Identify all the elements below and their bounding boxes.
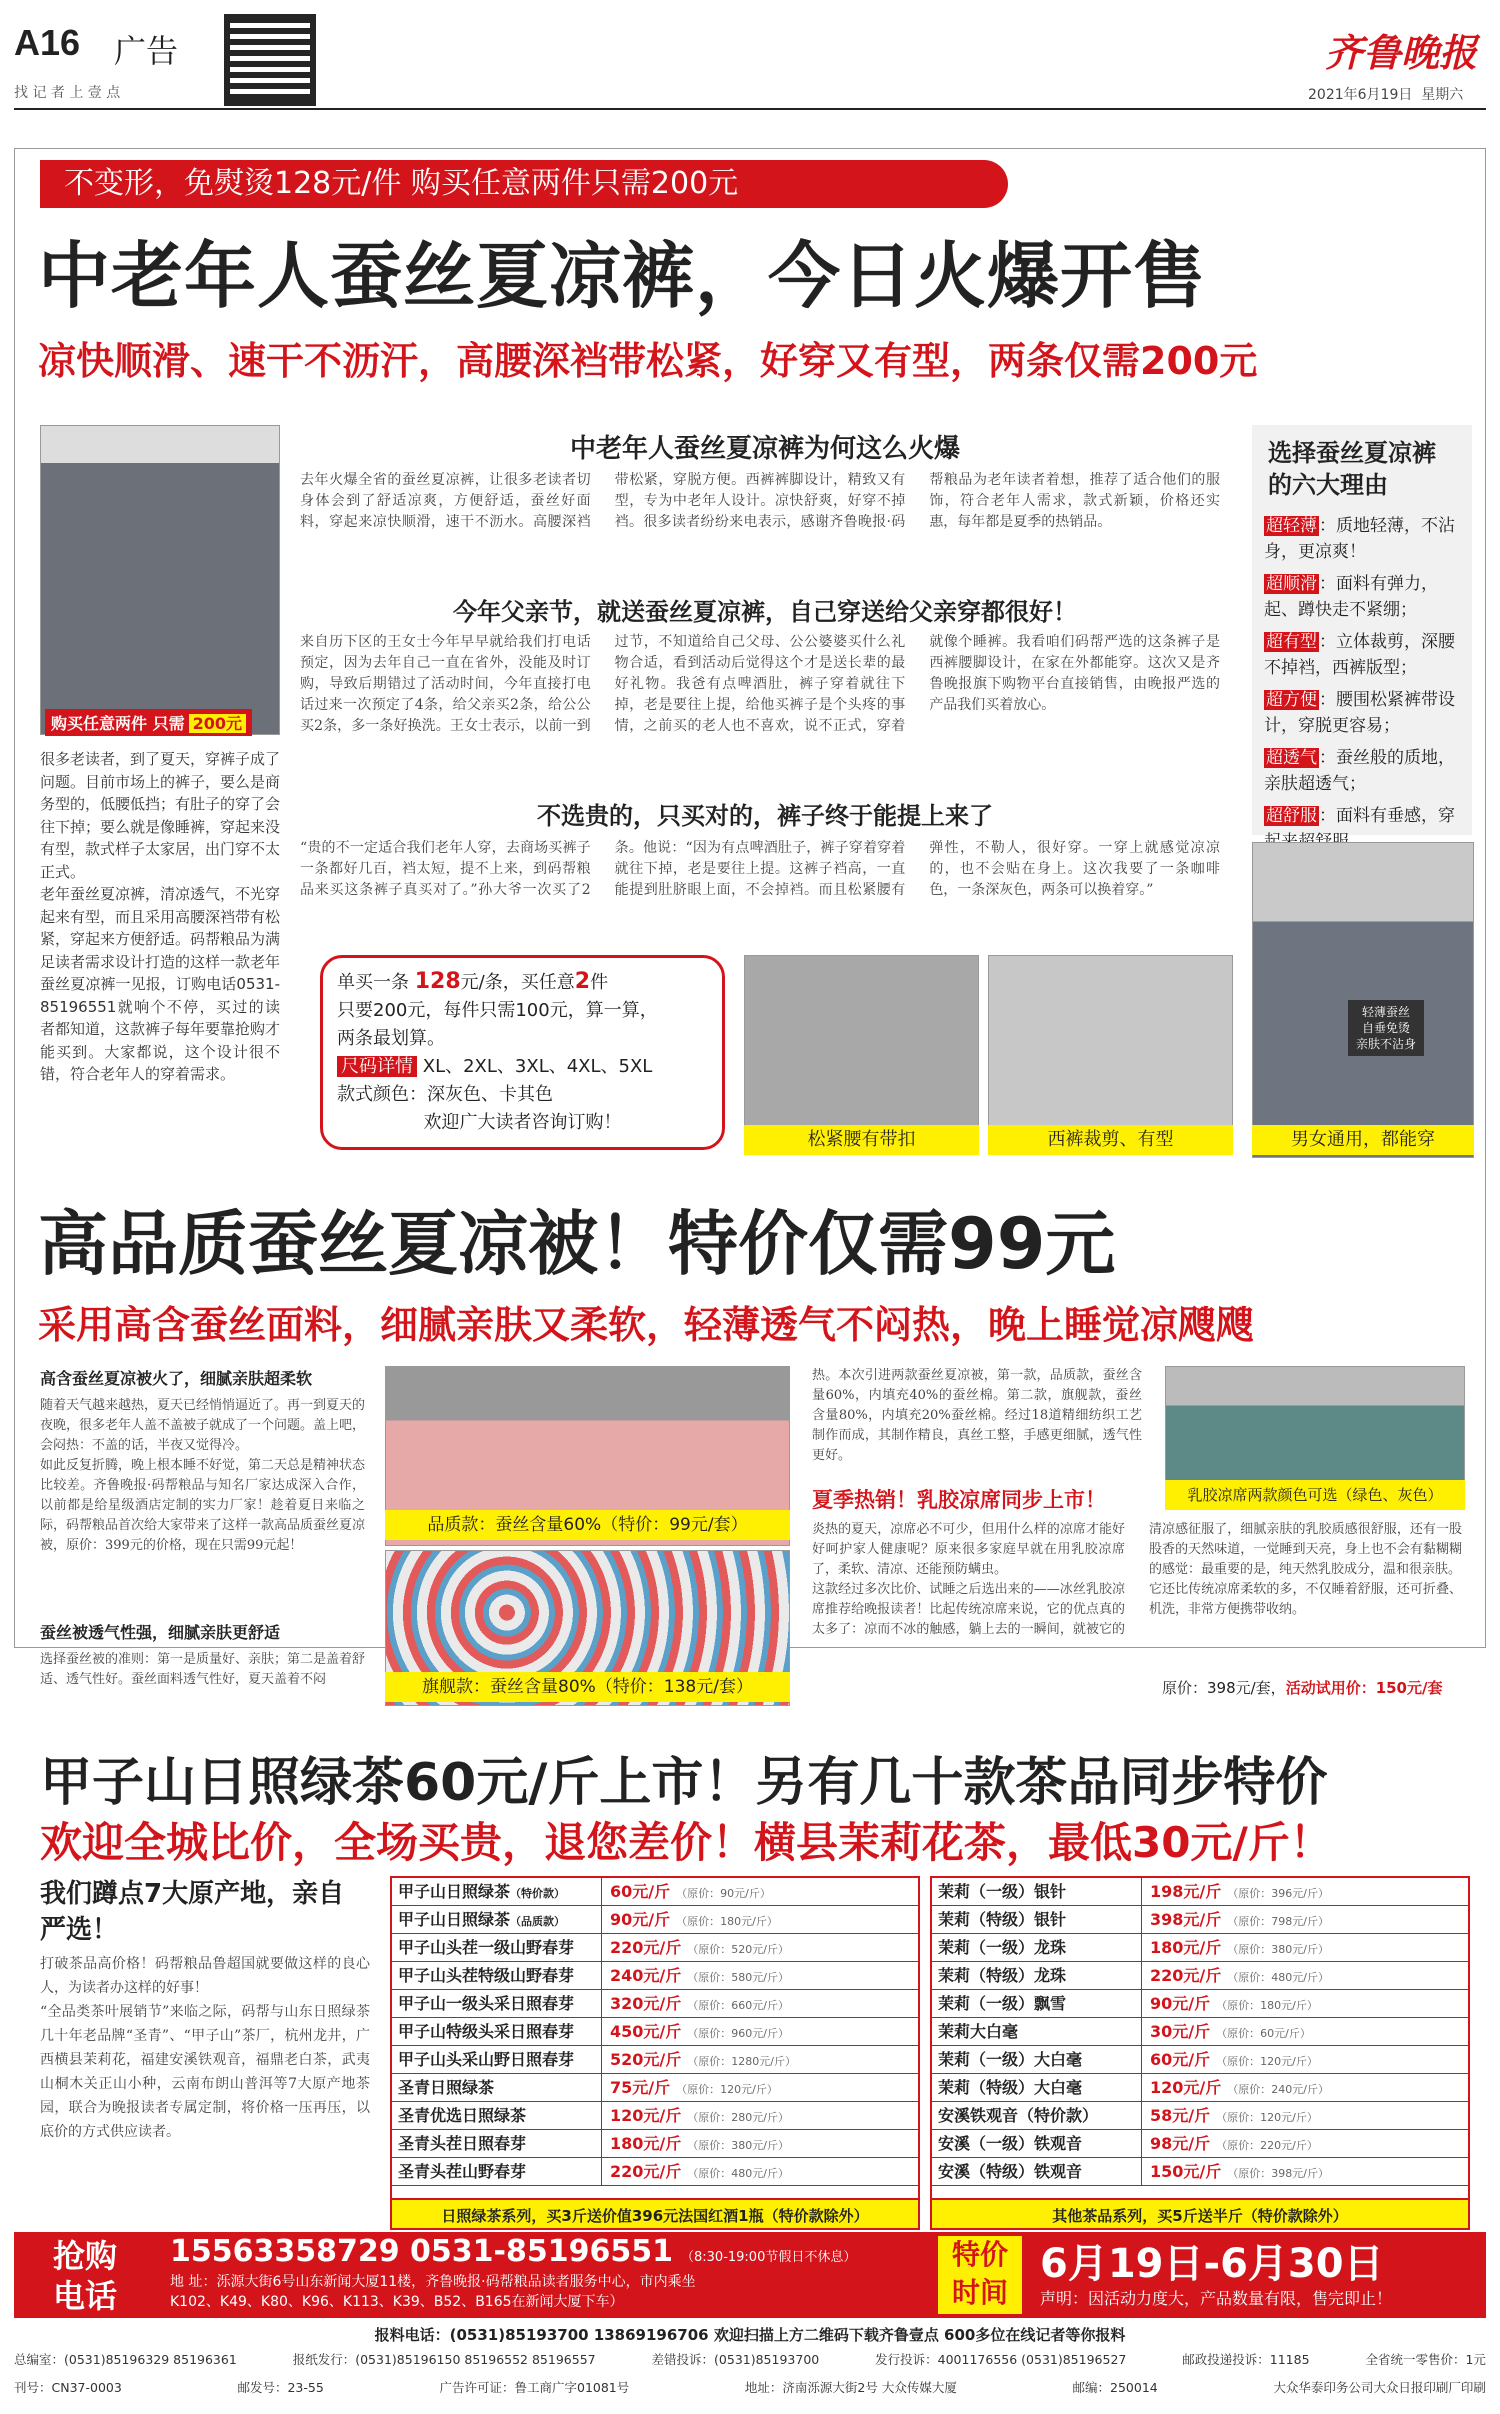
address: 地 址：泺源大街6号山东新闻大厦11楼，齐鲁晚报·码帮粮品读者服务中心，市内乘坐 K102、K49、K80、K96、K113、K39、B52、B165在新闻大厦下车）	[170, 2274, 696, 2310]
pants-subhead: 凉快顺滑、速干不沥汗，高腰深裆带松紧，好穿又有型，两条仅需200元	[38, 339, 1258, 383]
photo-overlay-text: 轻薄蚕丝 自垂免烫 亲肤不沾身	[1348, 1000, 1424, 1056]
sec3-text: “贵的不一定适合我们老年人穿，去商场买裤子一条都好几百，裆太短，提不上来，到码帮粮品来买这条裤子真买对了。”孙大爷一次买了2条。他说：“因为有点啤酒肚子，裤子穿着穿着就往下掉，老是要往上提。这裤子裆高，一直能提到肚脐眼上面，不会掉裆。而且松紧腰有弹性，不勒人，很好穿。一穿上就感觉凉凉的，也不会贴在身上。这次我要了一条咖啡色，一条深灰色，两条可以换着穿。”	[300, 840, 1220, 898]
size-line: 尺码详情 XL、2XL、3XL、4XL、5XL	[337, 1053, 708, 1081]
caption-cut: 西裤裁剪、有型	[988, 1125, 1233, 1155]
footer-line-3: 刊号：CN37-0003 邮发号：23-55 广告许可证：鲁工商广字01081号 地址：济南泺源大街2号 大众传媒大厦 邮编：250014 大众华泰印务公司大众日报印刷厂印刷	[14, 2380, 1486, 2395]
tea-row: 安溪（特级）铁观音 150元/斤 （原价：398元/斤）	[932, 2158, 1468, 2186]
sec2-title: 今年父亲节，就送蚕丝夏凉裤，自己穿送给父亲穿都很好！	[453, 598, 1077, 626]
quilt-label-1: 品质款：蚕丝含量60%（特价：99元/套）	[385, 1510, 790, 1540]
tea-row: 茉莉（一级）大白毫 60元/斤 （原价：120元/斤）	[932, 2046, 1468, 2074]
price-box	[320, 955, 725, 1150]
reasons-title: 选择蚕丝夏凉裤的六大理由	[1268, 439, 1436, 499]
sec2-text: 来自历下区的王女士今年早早就给我们打电话预定，因为去年自己一直在省外，没能及时订购，导致后期错过了活动时间，今年直接打电话过来一次预定了4条，给父亲买2条，给公公买2条，多一条好换洗。王女士表示，以前一到过节，不知道给自己父母、公公婆婆买什么礼物合适，看到活动后觉得这个才是送长辈的最好礼物。我爸有点啤酒肚，裤子穿着就往下掉，老是要往上提，给他买裤子是个头疼的事情，之前买的老人也不喜欢，说不正式，穿着就像个睡裤。我看咱们码帮严选的这条裤子是西裤腰脚设计，在家在外都能穿。这次又是齐鲁晚报旗下购物平台直接销售，由晚报严选的产品我们买着放心。	[300, 634, 1220, 734]
quilt-text-1: 随着天气越来越热，夏天已经悄悄逼近了。再一到夏天的夜晚，很多老年人盖不盖被子就成了一个问题。盖上吧，会闷热：不盖的话，半夜又觉得冷。 如此反复折腾，晚上根本睡不好觉，第二天总是精神状态比较差。齐鲁晚报·码帮粮品与知名厂家达成深入合作，以前都是给星级酒店定制的实力厂家！趁着夏日来临之际，码帮粮品首次给大家带来了这样一款高品质蚕丝夏凉被，原价：399元的价格，现在只需99元起！	[40, 1398, 366, 1553]
latex-title: 夏季热销！乳胶凉席同步上市！	[812, 1488, 1106, 1512]
paper-logo: 齐鲁晚报	[1325, 30, 1478, 75]
masthead-rule	[14, 108, 1486, 110]
quilt-subhead: 采用高含蚕丝面料，细腻亲肤又柔软，轻薄透气不闷热，晚上睡觉凉飕飕	[38, 1303, 1255, 1347]
tea-left-text: 打破茶品高价格！码帮粮品鲁超国就要做这样的良心人，为读者办这样的好事！ “全品类茶叶展销节”来临之际，码帮与山东日照绿茶几十年老品牌“圣青”、“甲子山”茶厂，杭州龙井，广西横县茉莉花，福建安溪铁观音，福鼎老白茶，武夷山桐木关正山小种，云南布朗山普洱等7大原产地茶园，联合为晚报读者专属定制，将价格一压再压，以底价的方式供应读者。	[40, 1956, 370, 2140]
disclaimer: 声明：因活动力度大，产品数量有限，售完即止！	[1040, 2289, 1393, 2308]
reason-item: 超透气 ：蚕丝般的质地，亲肤超透气；	[1264, 748, 1455, 794]
tea-row: 甲子山头采山野日照春芽 520元/斤 （原价：1280元/斤）	[392, 2046, 918, 2074]
quilt-label-2: 旗舰款：蚕丝含量80%（特价：138元/套）	[385, 1672, 790, 1702]
other-tea-footer: 其他茶品系列，买5斤送半斤（特价款除外）	[930, 2198, 1470, 2230]
hotline-label: 抢购 电话	[52, 2237, 117, 2315]
green-tea-footer: 日照绿茶系列，买3斤送价值396元法国红酒1瓶（特价款除外）	[390, 2198, 920, 2230]
reason-item: 超顺滑 ：面料有弹力，起、蹲快走不紧绷；	[1264, 574, 1438, 620]
price-line-3: 两条最划算。	[337, 1028, 445, 1049]
reason-item: 超方便 ：腰围松紧裤带设计，穿脱更容易；	[1264, 690, 1455, 736]
tea-row: 圣青优选日照绿茶 120元/斤 （原价：280元/斤）	[392, 2102, 918, 2130]
latex-price: 原价：398元/套，活动试用价：150元/套	[1162, 1679, 1443, 1697]
green-tea-table	[390, 1876, 920, 2230]
colors-line: 款式颜色：深灰色、卡其色	[337, 1084, 553, 1105]
qr-code-icon[interactable]	[224, 14, 316, 106]
pants-photo	[40, 425, 280, 735]
tea-row: 安溪（一级）铁观音 98元/斤 （原价：220元/斤）	[932, 2130, 1468, 2158]
reason-item: 超轻薄 ：质地轻薄，不沾身，更凉爽！	[1264, 516, 1455, 562]
tea-left-title: 我们蹲点7大原产地，亲自严选！	[40, 1879, 345, 1945]
promo-banner: 不变形，免熨烫128元/件 购买任意两件只需200元	[40, 160, 1008, 208]
issue-date: 2021年6月19日 星期六	[1308, 87, 1464, 103]
price-line-2: 只要200元，每件只需100元，算一算，	[337, 1000, 658, 1021]
footer-line-2: 总编室：(0531)85196329 85196361 报纸发行：(0531)85196150 85196552 85196557 差错投诉：(0531)85193700 发行投诉：4001176556 (0531)85196527 邮政投递投诉：11185 全省统一零售价：1元	[14, 2352, 1486, 2367]
tea-row: 茉莉（一级）银针 198元/斤 （原价：396元/斤）	[932, 1878, 1468, 1906]
reason-item: 超有型 ：立体裁剪，深腰不掉裆，西裤版型；	[1264, 632, 1455, 678]
promo-tag: 购买任意两件 只需 200元	[45, 709, 252, 736]
tea-row: 茉莉（特级）大白毫 120元/斤 （原价：240元/斤）	[932, 2074, 1468, 2102]
tea-row: 圣青头茬日照春芽 180元/斤 （原价：380元/斤）	[392, 2130, 918, 2158]
quilt-text-2: 选择蚕丝被的准则：第一是质量好、亲肤；第二是盖着舒适、透气性好。蚕丝面料透气性好，夏天盖着不闷	[40, 1652, 366, 1687]
promo-dates: 6月19日-6月30日	[1040, 2241, 1384, 2287]
caption-unisex: 男女通用，都能穿	[1252, 1125, 1474, 1155]
quilt-headline: 高品质蚕丝夏凉被！特价仅需99元	[38, 1203, 1116, 1285]
tea-row: 甲子山头茬一级山野春芽 220元/斤 （原价：520元/斤）	[392, 1934, 918, 1962]
latex-label: 乳胶凉席两款颜色可选（绿色、灰色）	[1165, 1480, 1465, 1510]
page-number: A16	[14, 22, 81, 63]
tea-row: 茉莉（一级）飘雪 90元/斤 （原价：180元/斤）	[932, 1990, 1468, 2018]
tea-row: 甲子山一级头采日照春芽 320元/斤 （原价：660元/斤）	[392, 1990, 918, 2018]
tea-row: 甲子山特级头采日照春芽 450元/斤 （原价：960元/斤）	[392, 2018, 918, 2046]
welcome-line: 欢迎广大读者咨询订购！	[423, 1112, 622, 1133]
other-tea-table	[930, 1876, 1470, 2230]
hotline-phones[interactable]: 15563358729 0531-85196551 （8:30-19:00节假日不休息）	[170, 2234, 857, 2269]
price-line-1: 单买一条 128元/条，买任意2件	[337, 969, 609, 994]
tea-row: 圣青头茬山野春芽 220元/斤 （原价：480元/斤）	[392, 2158, 918, 2186]
tea-row: 茉莉（一级）龙珠 180元/斤 （原价：380元/斤）	[932, 1934, 1468, 1962]
latex-text: 炎热的夏天，凉席必不可少，但用什么样的凉席才能好好呵护家人健康呢？原来很多家庭早就在用乳胶凉席了，柔软、清凉、还能预防螨虫。 这款经过多次比价、试睡之后选出来的——冰丝乳胶凉席推荐给晚报读者！比起传统凉席来说，它的优点真的太多了：凉而不冰的触感，躺上去的一瞬间，就被它的清凉感征服了，细腻亲肤的乳胶质感很舒服，还有一股股香的天然味道，一觉睡到天亮，身上也不会有黏糊糊的感觉：最重要的是，纯天然乳胶成分，温和很亲肤。 它还比传统凉席柔软的多，不仅睡着舒服，还可折叠、机洗，非常方便携带收纳。	[812, 1522, 1462, 1637]
reasons-panel	[1252, 425, 1472, 835]
tea-row: 圣青日照绿茶 75元/斤 （原价：120元/斤）	[392, 2074, 918, 2102]
caption-waist: 松紧腰有带扣	[744, 1125, 979, 1155]
section-label: 广告	[114, 32, 179, 70]
pants-left-text: 很多老读者，到了夏天，穿裤子成了问题。目前市场上的裤子，要么是商务型的，低腰低挡；有肚子的穿了会往下掉；要么就是像睡裤，穿起来没有型，款式样子太家居，出门穿不太正式。 老年蚕丝夏凉裤，清凉透气，不光穿起来有型，而且采用高腰深裆带有松紧，穿起来方便舒适。码帮粮品为满足读者需求设计打造的这样一款老年蚕丝夏凉裤一见报，订购电话0531-85196551就响个不停，买过的读者都知道，这款裤子每年要靠抢购才能买到。大家都说，这个设计很不错，符合老年人的穿着需求。	[40, 750, 281, 1083]
quilt-title-1: 高含蚕丝夏凉被火了，细腻亲肤超柔软	[40, 1369, 313, 1388]
quilt-text-3: 热。本次引进两款蚕丝夏凉被，第一款，品质款，蚕丝含量60%，内填充40%的蚕丝棉。第二款，旗舰款，蚕丝含量80%，内填充20%蚕丝棉。经过18道精细纺织工艺制作而成，其制作精良，真丝工整，手感更细腻，透气性更好。	[812, 1368, 1142, 1463]
tea-row: 茉莉（特级）银针 398元/斤 （原价：798元/斤）	[932, 1906, 1468, 1934]
latex-photo	[1165, 1366, 1465, 1496]
tea-row: 甲子山头茬特级山野春芽 240元/斤 （原价：580元/斤）	[392, 1962, 918, 1990]
footer-line-1: 报料电话：(0531)85193700 13869196706 欢迎扫描上方二维码下载齐鲁壹点 600多位在线记者等你报料	[374, 2326, 1126, 2344]
time-label: 特价 时间	[938, 2236, 1022, 2314]
tea-row: 甲子山日照绿茶（特价款） 60元/斤 （原价：90元/斤）	[392, 1878, 918, 1906]
sec1-title: 中老年人蚕丝夏凉裤为何这么火爆	[569, 434, 960, 464]
tea-row: 安溪铁观音（特价款） 58元/斤 （原价：120元/斤）	[932, 2102, 1468, 2130]
slogan: 找 记 者 上 壹 点	[14, 85, 121, 101]
reasons-list	[1252, 513, 1472, 855]
quilt-title-2: 蚕丝被透气性强，细腻亲肤更舒适	[40, 1623, 281, 1642]
sec3-title: 不选贵的，只买对的，裤子终于能提上来了	[537, 802, 993, 830]
tea-headline: 甲子山日照绿茶60元/斤上市！另有几十款茶品同步特价	[40, 1753, 1328, 1813]
tea-row: 甲子山日照绿茶（品质款） 90元/斤 （原价：180元/斤）	[392, 1906, 918, 1934]
pants-headline: 中老年人蚕丝夏凉裤，今日火爆开售	[38, 234, 1207, 318]
sec1-text: 去年火爆全省的蚕丝夏凉裤，让很多老读者切身体会到了舒适凉爽，方便舒适，蚕丝好面料，穿起来凉快顺滑，速干不沥水。高腰深裆带松紧，穿脱方便。西裤裤脚设计，精致又有型，专为中老年人设计。凉快舒爽，好穿不掉裆。很多读者纷纷来电表示，感谢齐鲁晚报·码帮粮品为老年读者着想，推荐了适合他们的服饰，符合老年人需求，款式新颖，价格还实惠，每年都是夏季的热销品。	[300, 472, 1220, 530]
tea-row: 茉莉大白毫 30元/斤 （原价：60元/斤）	[932, 2018, 1468, 2046]
tea-row: 茉莉（特级）龙珠 220元/斤 （原价：480元/斤）	[932, 1962, 1468, 1990]
tea-subhead: 欢迎全城比价，全场买贵，退您差价！横县茉莉花茶，最低30元/斤！	[40, 1818, 1332, 1867]
reason-item: 超舒服 ：面料有垂感，穿	[1266, 806, 1455, 826]
